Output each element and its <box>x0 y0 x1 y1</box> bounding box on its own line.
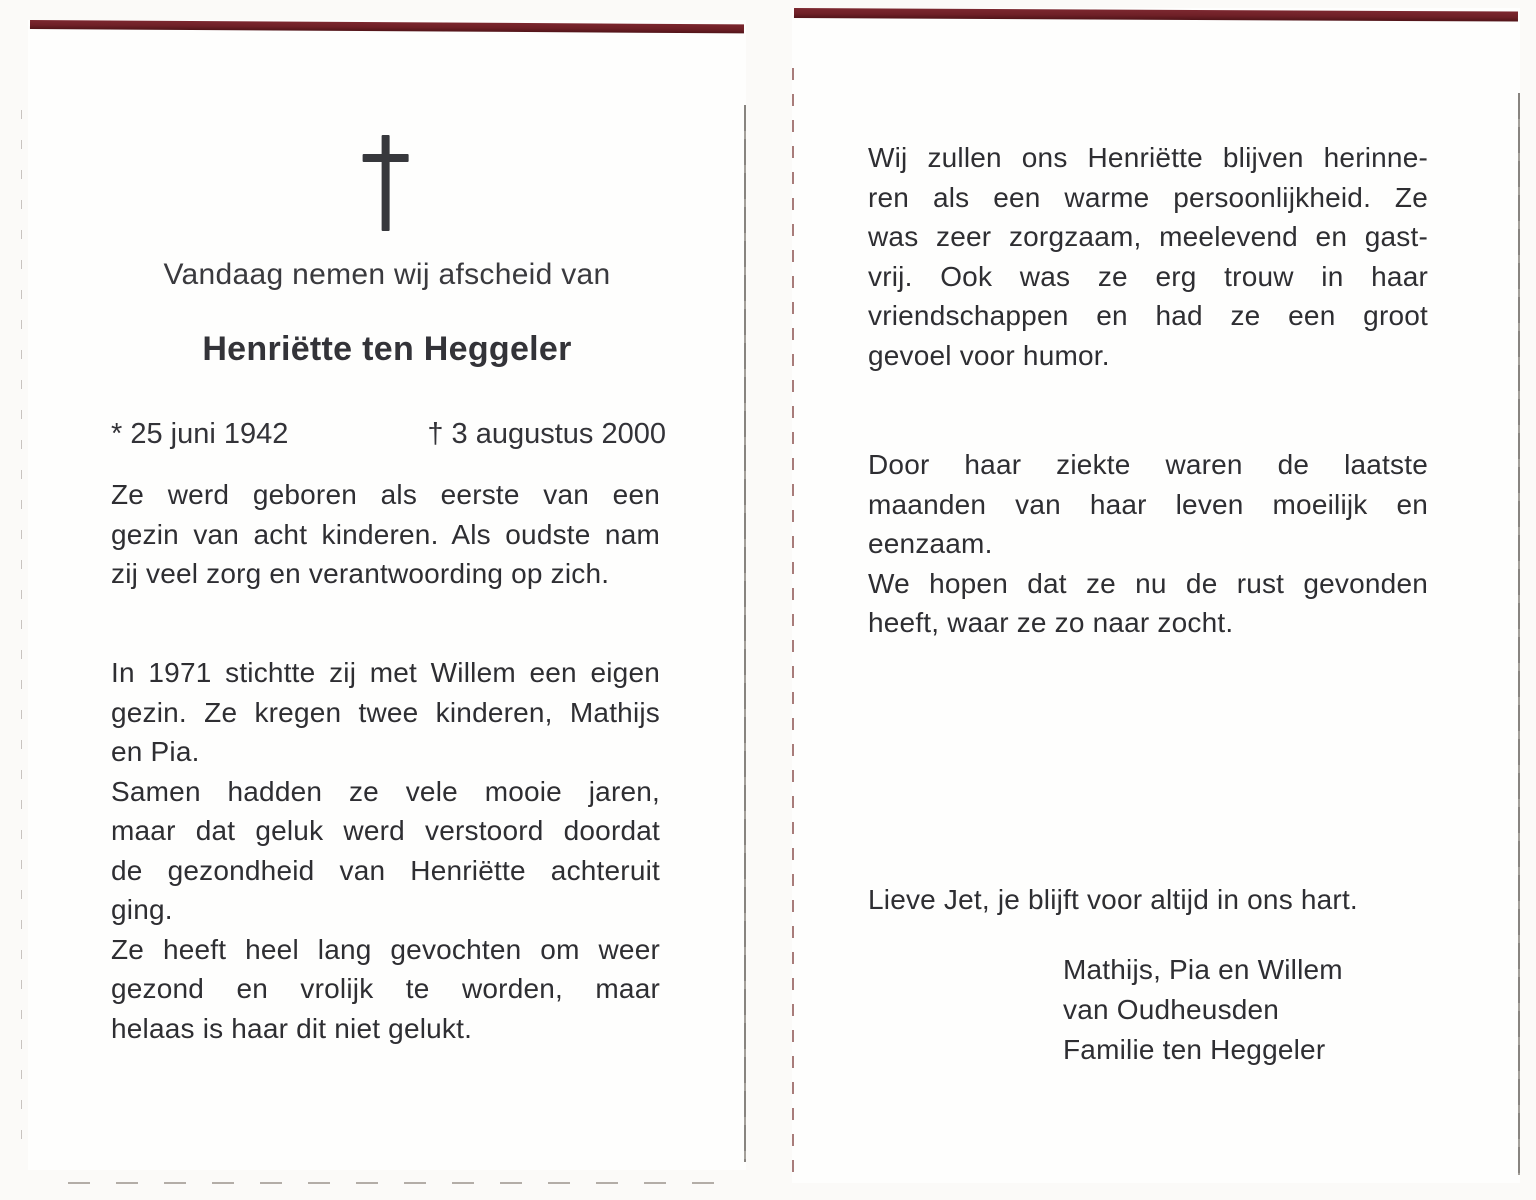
text-line: maanden van haar leven moeilijk en <box>868 488 1428 520</box>
paragraph-life-story <box>111 653 660 1048</box>
text-line: Wij zullen ons Henriëtte blijven herinne- <box>868 142 1428 173</box>
paragraph-remembrance <box>868 138 1428 375</box>
paragraph-birth-family <box>111 475 660 594</box>
text-line: Ze heeft heel lang gevochten om weer <box>111 933 660 965</box>
scan-edge-artifact <box>21 110 22 1150</box>
text-line: gezin. Ze kregen twee kinderen, Mathijs <box>111 696 660 728</box>
text-line: gezin van acht kinderen. Als oudste nam <box>111 518 660 550</box>
text-line: zij veel zorg en verantwoording op zich. <box>111 558 610 589</box>
memorial-card-right-page <box>792 8 1520 1183</box>
signature-block <box>1063 950 1343 1070</box>
text-line: vrij. Ook was ze erg trouw in haar <box>868 260 1428 292</box>
text-line: en Pia. <box>111 736 200 767</box>
text-line: gezond en vrolijk te worden, maar <box>111 973 660 1004</box>
signature-line: van Oudheusden <box>1063 994 1280 1025</box>
maroon-top-band <box>30 20 744 33</box>
page-fold-dashed-edge <box>792 68 794 1173</box>
life-dates <box>111 418 666 451</box>
deceased-name: Henriëtte ten Heggeler <box>202 330 572 368</box>
text-line: Door haar ziekte waren de laatste <box>868 449 1428 480</box>
maroon-top-band <box>794 8 1518 22</box>
text-line: In 1971 stichtte zij met Willem een eigen <box>111 657 660 688</box>
paragraph-illness <box>868 445 1428 643</box>
page-right-edge <box>1518 93 1520 1175</box>
death-date: † 3 augustus 2000 <box>427 418 666 450</box>
text-line: eenzaam. <box>868 528 993 559</box>
text-line: heeft, waar ze zo naar zocht. <box>868 607 1234 638</box>
birth-date: * 25 juni 1942 <box>111 418 289 450</box>
memorial-card-left-page <box>28 20 746 1170</box>
text-line: was zeer zorgzaam, meelevend en gast- <box>868 221 1428 252</box>
text-line: gevoel voor humor. <box>868 339 1110 371</box>
text-line: Samen hadden ze vele mooie jaren, <box>111 775 660 807</box>
text-line: vriendschappen en had ze een groot <box>868 300 1428 331</box>
text-line: We hopen dat ze nu de rust gevonden <box>868 567 1428 599</box>
scan-bottom-edge <box>68 1182 716 1184</box>
signature-line: Familie ten Heggeler <box>1063 1034 1326 1065</box>
text-line: ren als een warme persoonlijkheid. Ze <box>868 181 1428 213</box>
text-line: Ze werd geboren als eerste van een <box>111 479 660 510</box>
signature-line: Mathijs, Pia en Willem <box>1063 954 1343 985</box>
text-line: de gezondheid van Henriëtte achteruit <box>111 854 660 886</box>
text-line: ging. <box>111 894 173 925</box>
cross-icon <box>363 135 409 231</box>
closing-dedication: Lieve Jet, je blijft voor altijd in ons hart. <box>868 884 1358 915</box>
text-line: maar dat geluk werd verstoord doordat <box>111 815 660 846</box>
text-line: helaas is haar dit niet gelukt. <box>111 1012 473 1044</box>
farewell-intro-text: Vandaag nemen wij afscheid van <box>163 258 611 291</box>
